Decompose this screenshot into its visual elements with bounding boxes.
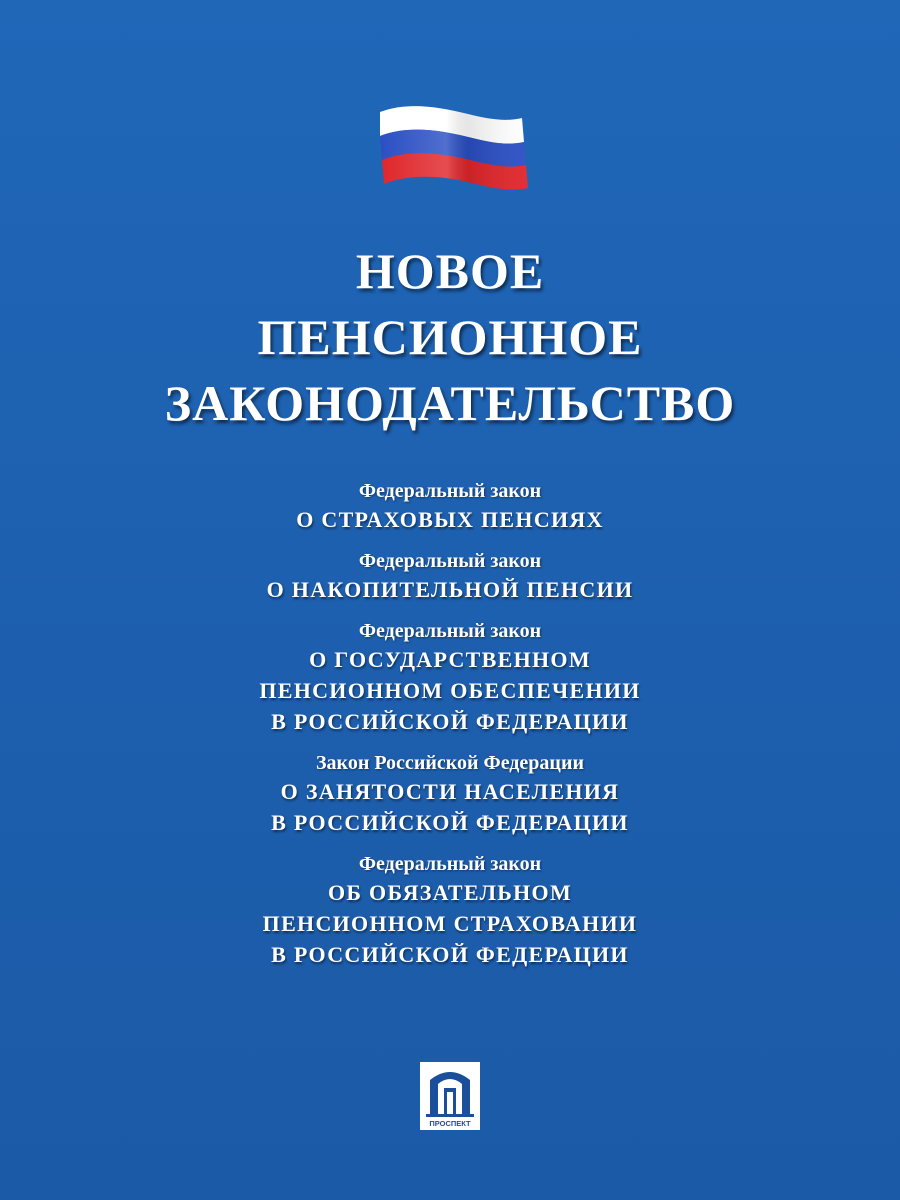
law-name-line: В РОССИЙСКОЙ ФЕДЕРАЦИИ: [271, 709, 629, 734]
law-type: Федеральный закон: [358, 620, 542, 642]
law-entry: [0, 618, 900, 737]
law-name-line: В РОССИЙСКОЙ ФЕДЕРАЦИИ: [271, 942, 629, 967]
law-entry: [0, 548, 900, 605]
russian-flag-icon: [376, 104, 536, 194]
laws-list: [0, 478, 900, 983]
law-type: Федеральный закон: [358, 550, 542, 572]
publisher-name: ПРОСПЕКТ: [429, 1119, 471, 1128]
law-name-line: ПЕНСИОННОМ ОБЕСПЕЧЕНИИ: [259, 678, 641, 703]
law-entry: [0, 478, 900, 535]
law-name-line: О ГОСУДАРСТВЕННОМ: [309, 647, 591, 672]
law-entry: [0, 750, 900, 838]
law-type: Закон Российской Федерации: [316, 752, 584, 774]
law-type: Федеральный закон: [358, 853, 542, 875]
law-name-line: ОБ ОБЯЗАТЕЛЬНОМ: [327, 880, 573, 905]
law-name-line: В РОССИЙСКОЙ ФЕДЕРАЦИИ: [271, 810, 629, 835]
law-name-line: О СТРАХОВЫХ ПЕНСИЯХ: [296, 507, 604, 532]
law-name-line: ПЕНСИОННОМ СТРАХОВАНИИ: [262, 911, 638, 936]
prospekt-logo-icon: [420, 1062, 480, 1130]
title-line: ПЕНСИОННОЕ: [257, 309, 643, 365]
law-name-line: О НАКОПИТЕЛЬНОЙ ПЕНСИИ: [266, 577, 634, 602]
book-title: [0, 238, 900, 436]
title-line: ЗАКОНОДАТЕЛЬСТВО: [164, 375, 736, 431]
law-name-line: О ЗАНЯТОСТИ НАСЕЛЕНИЯ: [280, 779, 620, 804]
law-type: Федеральный закон: [358, 480, 542, 502]
law-entry: [0, 851, 900, 970]
title-line: НОВОЕ: [355, 243, 545, 299]
